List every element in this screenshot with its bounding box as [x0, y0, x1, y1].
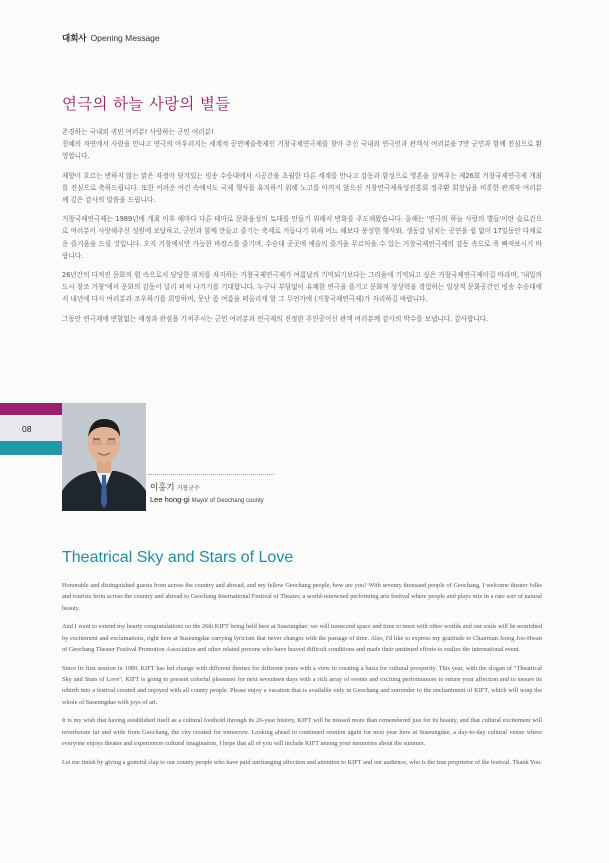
author-role-ko: 거창군수 — [176, 485, 200, 492]
accent-band-magenta — [0, 403, 62, 415]
portrait-icon — [62, 403, 146, 511]
author-name-ko — [150, 481, 200, 493]
english-paragraph: Since its first session in 1989, KIFT has led change with different themes for different years with a view to creating a basis for cultural prosperity. This year, with the slogan of "Theatrical Sky and Stars of Love", KIFT is going to present colorful pleasures for next seventeen days with a rich array of events and exciting performances to return your affection and to ensure its rebirth into a festival created and enjoyed with all county people. Please enjoy a vacation that is available only in Geochang and surrender to the enchantment of KIFT, which will wrap the whole of Suseungdae with joys of art. — [62, 664, 542, 706]
accent-band-teal — [0, 441, 62, 455]
section-label-ko: 대회사 — [62, 33, 87, 43]
english-paragraph: Honorable and distinguished guests from across the country and abroad, and my fellow Geochang people, how are you? With seventy thousand people of Geochang, I welcome theater folks and tourists from across the country and abroad to Geochang International Festival of Theater, a world-renowned performing arts festival where people and plays mix in a rare sort of natural beauty. — [62, 582, 542, 612]
korean-paragraph: 천혜의 자연에서 사람을 만나고 연극의 아우러지는 세계적 공연예술축제인 거창국제연극제를 찾아 주신 국내외 연극인과 관객석 여러분을 7만 군민과 함께 진심으로 환영합니다. — [62, 140, 542, 161]
portrait-photo — [62, 403, 146, 511]
page-number: 08 — [22, 424, 32, 434]
section-label-en: Opening Message — [90, 33, 160, 43]
author-name-en — [150, 495, 264, 504]
english-body — [62, 580, 542, 776]
author-role-en: Mayor of Geochang county — [191, 498, 264, 504]
english-paragraph: And I want to extend my hearty congratulations on the 26th KIFT being held here at Suseungdae: we will transcend space and time to meet with other worlds and our souls will be nourished by excitement and exclamations, right here at Suseungdae carrying lyricism that never changes with the passage of time. Also, I'd like to express my gratitude to Chairman Jeong Joo-Hwan of Geochang Theater Festival Promotion Association and other related persons who have braved difficult conditions and made their unstinted efforts to realize the international event. — [62, 623, 542, 653]
korean-title: 연극의 하늘 사랑의 별들 — [62, 95, 231, 113]
korean-paragraph: 제향이 흐르는 변하지 않는 맑은 자정이 담겨있는 빙송 수승대에서 시공간을 초월한 다른 세계를 만나고 감동과 함성으로 영혼을 살찌우는 제26회 거창국제연극제 개최를 진심으로 축하드립니다. 또한 어려운 여건 속에서도 국제 행사를 유지하기 위해 노고를 아끼지 않으신 거창연극제육성진흥회 정주환 회장님을 비롯한 관계자 여러분께 깊은 감사의 말씀을 드립니다. — [62, 171, 542, 205]
author-name-ko-text: 이홍기 — [150, 483, 175, 493]
korean-paragraph: 26년간의 다져진 문화의 힘 속으로서 당당한 위치를 차지하는 거창국제연극제가 여름날의 기억되기보다는 그리움에 기억되고 싶은 거창국제연극제이길 바라며, '내일의 도시 창조 거창'에서 문화의 감동이 널리 퍼져 나가기를 기대합니다. 누구나 부담없이 유쾌한 연극을 즐기고 문화적 상상력을 경험하는 일상적 문화공간인 빙송 수승대에서 내년에 다시 여러분과 조우하기를 희망하며, 못난 좀 여름을 떠올리게 할 그 무언가에 (거창국제연극제)가 자리하길 바랍니다. — [62, 271, 542, 304]
korean-body — [62, 126, 542, 332]
english-paragraph: It is my wish that having established itself as a cultural foothold through its 26-year history, KIFT will be missed more than remembered just for its beauty, and that cultural excitement will reverberate far and wide from Geochang, the city created for tomorrow. Looking ahead to continued reunion again for next year here at Suseungdae, a day-to-day cultural venue where everyone enjoys theater and experiences cultural imagination, I hope that all of you will include KIFT among your memories about the summer. — [62, 717, 542, 748]
english-title: Theatrical Sky and Stars of Love — [62, 549, 294, 566]
korean-paragraph: 그동안 연극제에 변함없는 애정과 관심을 가져주시는 군민 여러분과 연극제의 진정한 주인공이신 관객 여러분께 감사의 박수를 보냅니다. 감사합니다. — [62, 314, 489, 323]
korean-paragraph: 존경하는 국내외 귀빈 여러분! 사랑하는 군민 여러분! — [62, 128, 214, 136]
korean-paragraph: 거창국제연극제는 1989년에 개최 이후 해마다 다른 테마로 문화융성의 토대를 만들기 위해서 변화를 주도해왔습니다. 올해는 '연극의 하늘 사랑의 별들'이란 슬로건으로 여러분이 사랑해주신 성원에 보답하고, 군민과 함께 만들고 즐기는 축제로 거듭나기 위해 어느 해보다 풍성한 행사와, 생동감 넘치는 공연을 쉼 없이 17일동안 다채로운 즐거움을 드릴 것입니다. 오직 거창에서만 가능한 바캉스를 즐기며, 수승대 곳곳에 예술의 즐거움 무르익을 수 있는 거창국제연극제의 감동 속으로 푹 빠져보시기 바랍니다. — [62, 215, 542, 260]
english-paragraph: Let me finish by giving a grateful clap to our county people who have paid unchanging affection and attention to KIFT and our audience, who is the true proprietor of the festival. Thank You. — [62, 758, 542, 766]
section-header — [62, 32, 160, 44]
caption-rule — [148, 474, 274, 475]
author-name-en-text: Lee hong-gi — [150, 495, 190, 504]
